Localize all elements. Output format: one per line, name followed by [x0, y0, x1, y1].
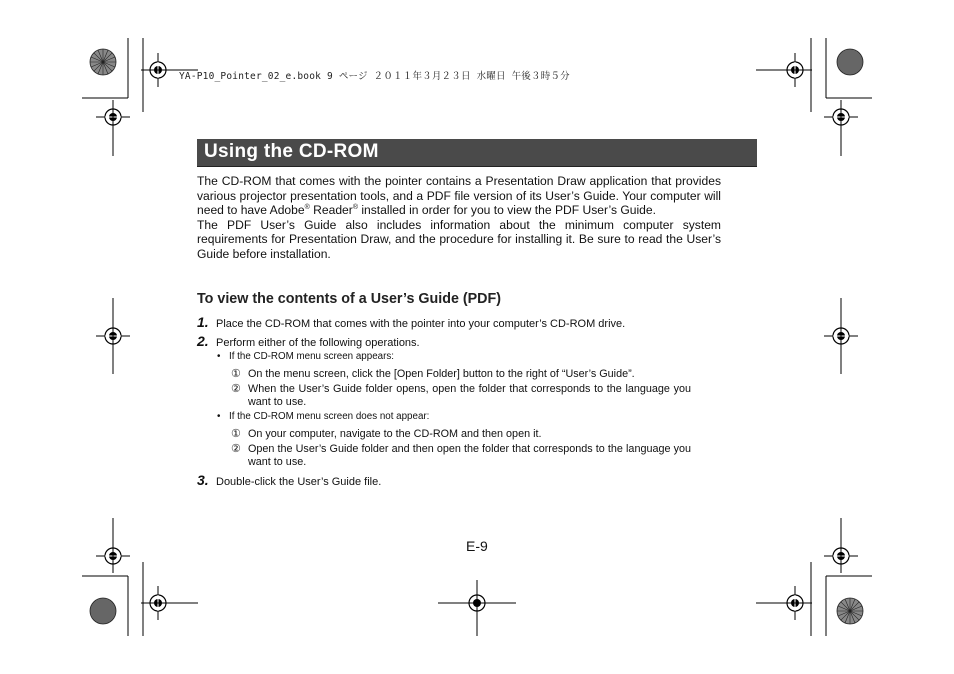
step-number: 2. [197, 333, 209, 349]
sub-item [231, 428, 691, 441]
bullet-text: If the CD-ROM menu screen appears: [229, 351, 394, 362]
step-1 [197, 314, 625, 330]
step-3 [197, 472, 381, 488]
circled-marker: ① [231, 428, 241, 440]
solid-target-bottom-left [90, 598, 116, 624]
sub-item-text: Open the User’s Guide folder and then open the folder that corresponds to the language you want to use. [248, 443, 691, 468]
step-text: Double-click the User’s Guide file. [216, 476, 382, 488]
section-title: Using the CD-ROM [204, 141, 379, 162]
sub-item [231, 443, 691, 468]
step-text: Place the CD-ROM that comes with the pointer into your computer’s CD-ROM drive. [216, 318, 626, 330]
bullet-dot: • [217, 411, 221, 422]
intro-paragraph-2: The PDF User’s Guide also includes information about the minimum computer system requirements for Presentation Draw, and the procedure for installing it. Be sure to read the User’s Guide before installation. [197, 217, 721, 261]
step-number: 3. [197, 472, 209, 488]
bullet-text: If the CD-ROM menu screen does not appear: [229, 411, 430, 422]
procedure-heading: To view the contents of a User’s Guide (PDF) [197, 291, 501, 307]
bullet-menu-appears [217, 351, 394, 362]
sub-item-text: On your computer, navigate to the CD-ROM and then open it. [248, 428, 542, 440]
star-target-bottom-right [837, 598, 863, 624]
intro-paragraph-1: The CD-ROM that comes with the pointer contains a Presentation Draw application that provides various projector presentation tools, and a PDF file version of its User’s Guide. Your computer will need to have Adobe® Reader® installed in order for you to view the PDF User’s Guide. [197, 174, 721, 218]
sub-item [231, 368, 691, 381]
print-job-header: YA-P10_Pointer_02_e.book 9 ページ ２０１１年３月２３日 水曜日 午後３時５分 [179, 71, 570, 82]
step-number: 1. [197, 314, 209, 330]
sub-item-text: When the User’s Guide folder opens, open the folder that corresponds to the language you want to use. [248, 383, 691, 408]
step-2 [197, 333, 420, 349]
circled-marker: ① [231, 368, 241, 380]
section-title-bar [197, 139, 757, 167]
page-number: E-9 [466, 538, 488, 554]
sub-item [231, 383, 691, 408]
star-target-top-left [90, 49, 116, 75]
bullet-dot: • [217, 351, 221, 362]
bullet-menu-not-appears [217, 411, 429, 422]
solid-target-top-right [837, 49, 863, 75]
circled-marker: ② [231, 443, 241, 455]
step-text: Perform either of the following operations. [216, 337, 420, 349]
sub-item-text: On the menu screen, click the [Open Folder] button to the right of “User’s Guide”. [248, 368, 635, 380]
intro-text [197, 174, 721, 262]
circled-marker: ② [231, 383, 241, 395]
